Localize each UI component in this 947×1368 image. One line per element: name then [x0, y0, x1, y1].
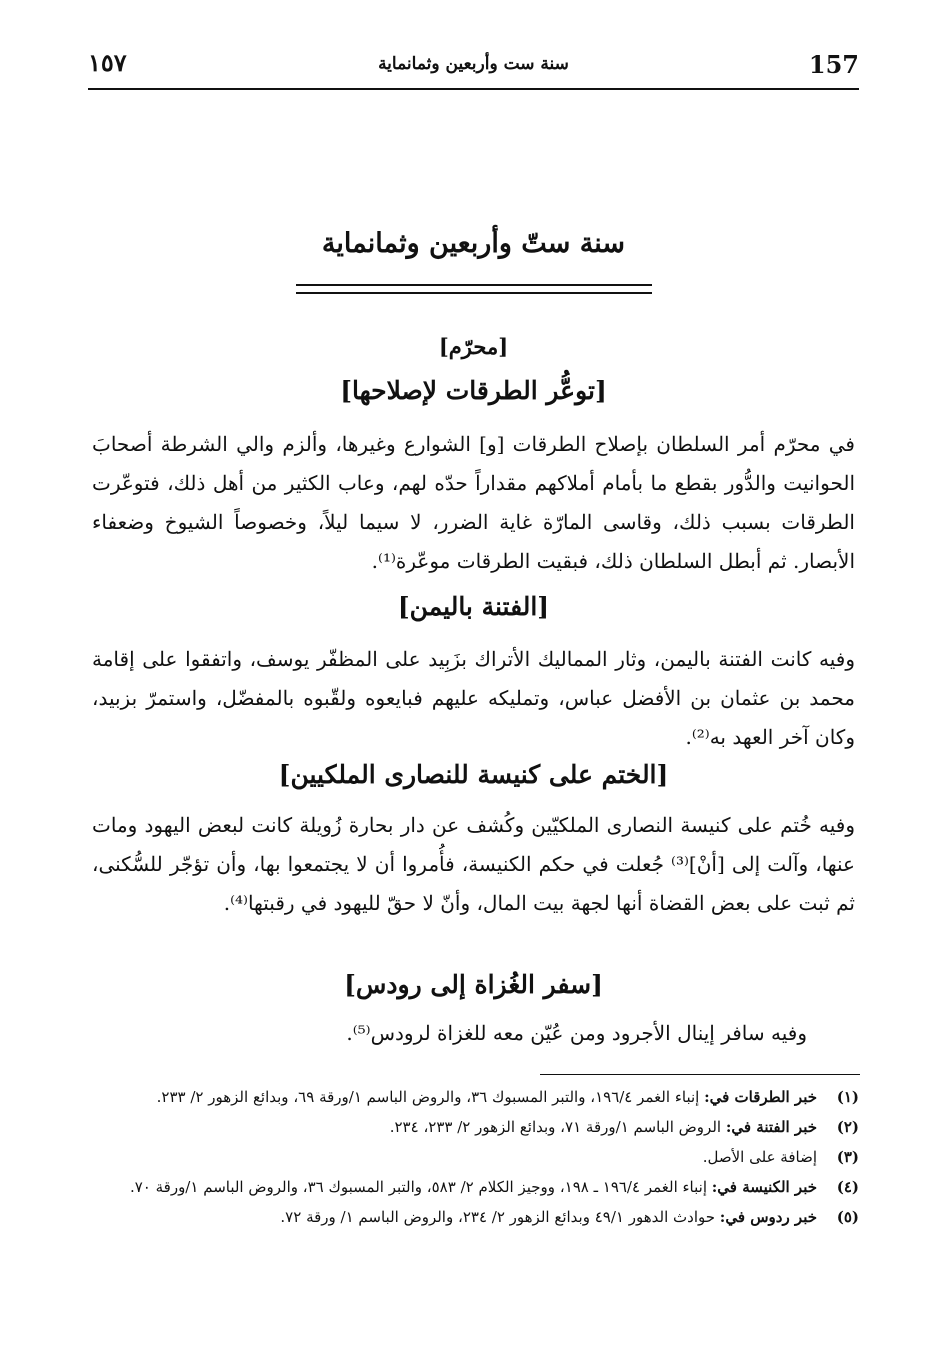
footnote-text: [92, 1142, 817, 1172]
footnote-lead: خبر الكنيسة في:: [711, 1178, 817, 1196]
footnote-lead: خبر الفتنة في:: [725, 1118, 817, 1136]
footnote-body: الروض الباسم ١/ورقة ٧١، وبدائع الزهور ٢/ ٢٣٣، ٢٣٤.: [389, 1118, 726, 1136]
footnote: [92, 1202, 859, 1232]
footnote: [92, 1172, 859, 1202]
section-paragraph: وفيه كانت الفتنة باليمن، وثار المماليك الأتراك بزَبِيد على المظفّر يوسف، واتفقوا على إقامة محمد بن عثمان بن الأفضل عباس، وتمليكه عليهم فبايعوه ولقّبوه بالمفضّل، واستمرّ بزبيد، وكان آخر العهد به⁽²⁾.: [92, 647, 855, 749]
footnote-text: [92, 1082, 817, 1112]
running-header: [88, 46, 859, 86]
footnote-body: إنباء الغمر ١٩٦/٤، والتبر المسبوك ٣٦، والروض الباسم ١/ورقة ٦٩، وبدائع الزهور ٢/ ٢٣٣.: [156, 1088, 705, 1106]
footnote: [92, 1082, 859, 1112]
section-paragraph: وفيه خُتم على كنيسة النصارى الملكيّين وكُشف عن دار بحارة زُويلة كانت لبعض اليهود ومات عنها، وآلت إلى [أنْ]⁽³⁾ جُعلت في حكم الكنيسة، فأُمروا أن لا يجتمعوا بها، وأن تؤجّر للسُّكنى، ثم ثبت على بعض القضاة أنها لجهة بيت المال، وأنّ لا حقّ لليهود في رقبتها⁽⁴⁾.: [92, 813, 855, 915]
page-number-latin: 157: [808, 50, 859, 79]
footnote-body: إضافة على الأصل.: [702, 1148, 817, 1166]
section-heading: [سفر الغُزاة إلى رودس]: [344, 970, 603, 999]
footnote-number: (١): [836, 1088, 859, 1106]
section-paragraph: وفيه سافر إينال الأجرود ومن عُيّن معه للغزاة لرودس⁽⁵⁾.: [346, 1021, 807, 1045]
running-title: سنة ست وأربعين وثمانماية: [378, 54, 569, 74]
footnote-number: (٤): [836, 1178, 859, 1196]
chapter-title: سنة ستّ وأربعين وثمانماية: [321, 228, 626, 259]
section-heading: [الفتنة باليمن]: [397, 592, 550, 621]
footnote-number: (٢): [836, 1118, 859, 1136]
footnote-body: إنباء الغمر ١٩٦/٤ ـ ١٩٨، ووجيز الكلام ٢/ ٥٨٣، والتبر المسبوك ٣٦، والروض الباسم ١/ورقة ٧٠.: [129, 1178, 712, 1196]
footnote: [92, 1112, 859, 1142]
footnote: [92, 1142, 859, 1172]
footnote-rule: [540, 1074, 860, 1075]
section-heading: [توعُّر الطرقات لإصلاحها]: [340, 376, 607, 405]
title-double-rule: [296, 284, 652, 294]
footnote-text: [92, 1172, 817, 1202]
footnote-text: [92, 1112, 817, 1142]
header-rule: [88, 88, 859, 90]
footnote-number: (٣): [836, 1148, 859, 1166]
page-number-arabic: ١٥٧: [88, 48, 127, 77]
footnote-lead: خبر ردوس في:: [719, 1208, 817, 1226]
footnote-number: (٥): [836, 1208, 859, 1226]
footnote-text: [92, 1202, 817, 1232]
footnotes: [92, 1082, 859, 1232]
footnote-body: حوادث الدهور ٤٩/١ وبدائع الزهور ٢/ ٢٣٤، والروض الباسم ١/ ورقة ٧٢.: [280, 1208, 720, 1226]
month-label: [محرّم]: [438, 334, 509, 359]
section-heading: [الختم على كنيسة للنصارى الملكيين]: [278, 760, 669, 789]
section-paragraph: في محرّم أمر السلطان بإصلاح الطرقات [و] الشوارع وغيرها، وألزم والي الشرطة أصحابَ الحوانيت والدُّور بقطع ما بأمام أملاكهم مقداراً حدّه لهم، وعاب الكثير من أهل ذلك، فتوعّرت الطرقات بسبب ذلك، وقاسى المارّة غاية الضرر، لا سيما ليلاً، وخصوصاً الشيوخ وضعفاء الأبصار. ثم أبطل السلطان ذلك، فبقيت الطرقات موعّرة⁽¹⁾.: [92, 432, 856, 573]
footnote-lead: خبر الطرقات في:: [704, 1088, 817, 1106]
